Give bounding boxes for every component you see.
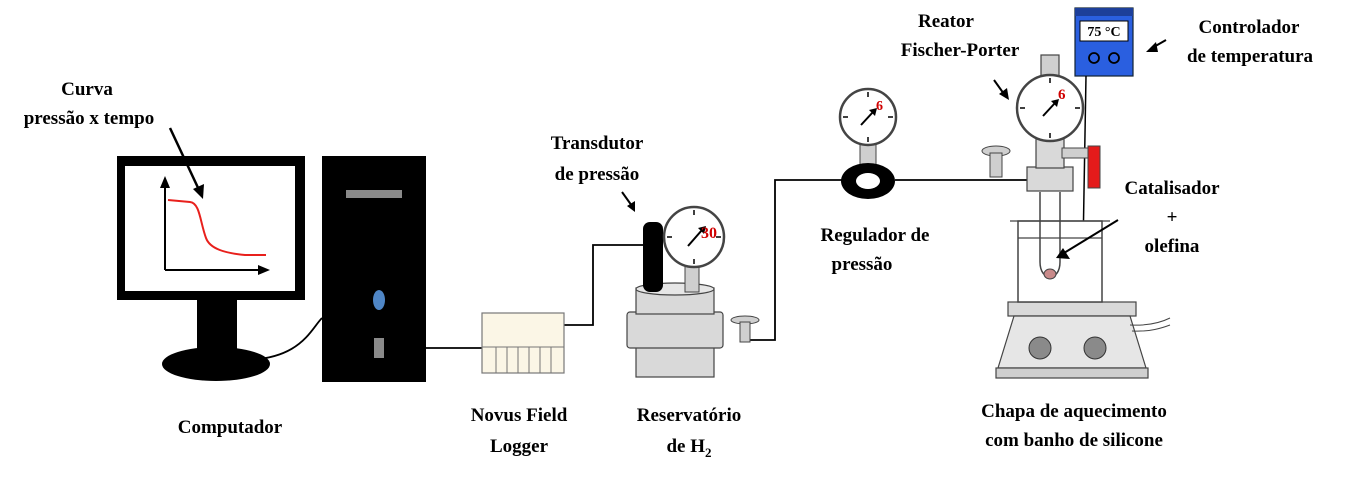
reservoir-regulator-line xyxy=(745,180,842,340)
logger-label-line1: Novus Field xyxy=(470,405,568,426)
computer-label: Computador xyxy=(177,417,283,438)
computer-tower xyxy=(322,156,426,382)
reservoir-valve xyxy=(731,316,759,342)
reservoir-label-subscript: 2 xyxy=(705,445,712,460)
regulator-label-line2: pressão xyxy=(831,254,893,275)
transducer-label-line2: de pressão xyxy=(554,164,640,185)
curve-label-line1: Curva xyxy=(61,79,113,100)
transducer-label-line1: Transdutor xyxy=(550,133,644,154)
controller-label-line2: de temperatura xyxy=(1186,46,1314,67)
plate-knob-right xyxy=(1084,337,1106,359)
reservoir-label-prefix: de H xyxy=(666,436,706,457)
plate-label-line1: Chapa de aquecimento xyxy=(981,401,1167,422)
reactor-label-line1: Reator xyxy=(918,11,974,32)
reactor-label-line2: Fischer-Porter xyxy=(900,40,1020,61)
regulator-label-line1: Regulador de xyxy=(820,225,930,246)
plate-label-line2: com banho de silicone xyxy=(985,430,1163,451)
power-led xyxy=(373,290,385,310)
red-clamp xyxy=(1088,146,1100,188)
reservoir-label-line2 xyxy=(666,436,711,460)
pressure-transducer xyxy=(643,222,663,292)
reservoir-gauge xyxy=(664,207,724,267)
controller-label-line1: Controlador xyxy=(1198,17,1300,38)
controller-display: 75 °C xyxy=(1087,25,1121,40)
h2-reservoir xyxy=(627,207,724,377)
reservoir-label-line1: Reservatório xyxy=(636,405,742,426)
regulator-gauge-reading: 6 xyxy=(876,99,883,114)
pressure-regulator xyxy=(840,89,896,199)
heating-plate xyxy=(996,302,1170,378)
catalyst-label-line1: Catalisador xyxy=(1124,178,1220,199)
plate-knob-left xyxy=(1029,337,1051,359)
logger-label-line2: Logger xyxy=(489,436,549,457)
temperature-controller xyxy=(1075,8,1133,76)
monitor xyxy=(117,156,305,381)
field-logger xyxy=(482,313,564,373)
catalyst-drop xyxy=(1044,269,1056,279)
side-valve-arm xyxy=(1062,148,1088,158)
regulator-gauge xyxy=(840,89,896,145)
catalyst-label-line2: + xyxy=(1166,207,1178,228)
reactor-gauge-reading: 6 xyxy=(1058,87,1066,103)
reactor-gauge xyxy=(1017,75,1083,141)
curve-label-line2: pressão x tempo xyxy=(23,108,155,129)
reactor-inlet-valve xyxy=(982,146,1010,177)
catalyst-label-line3: olefina xyxy=(1144,236,1200,257)
reservoir-gauge-reading: 30 xyxy=(701,225,717,242)
